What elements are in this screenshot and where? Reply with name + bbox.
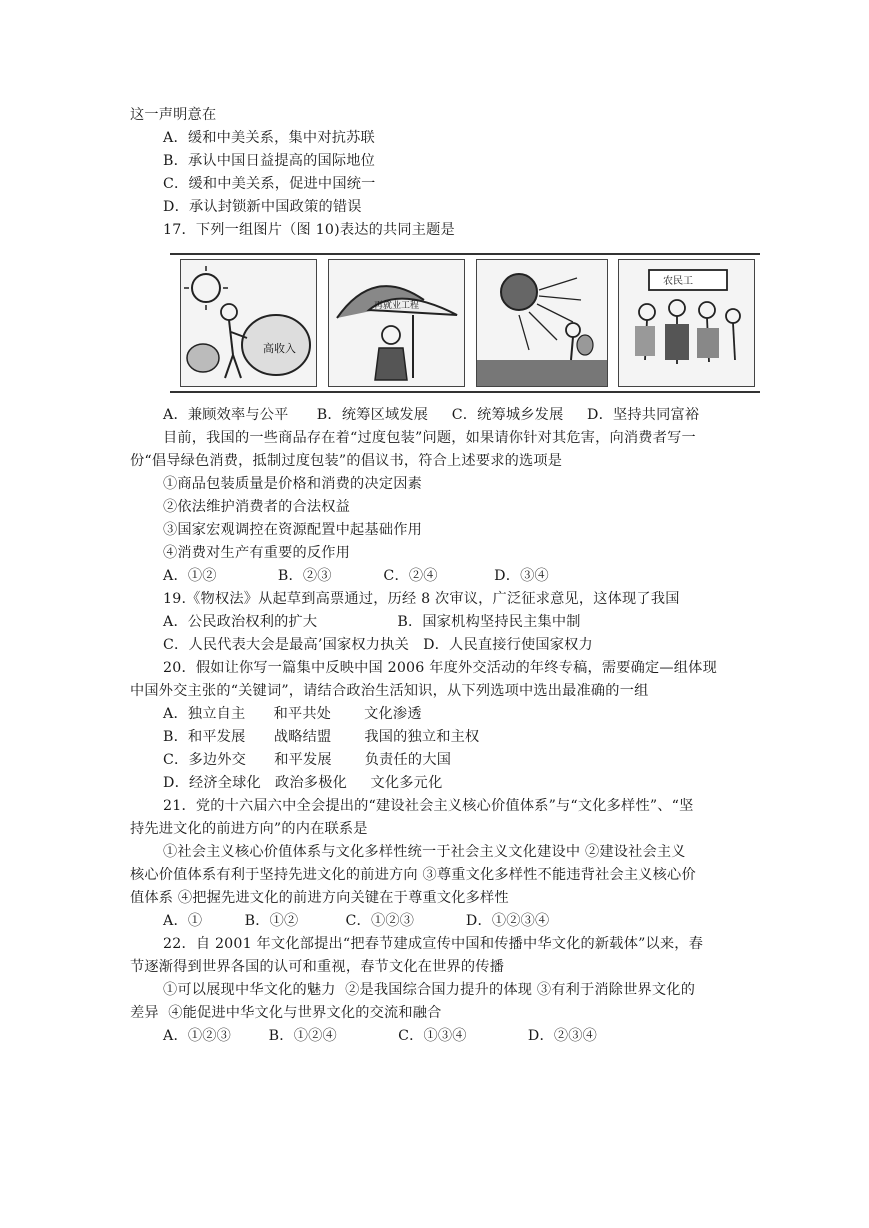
option-a: A．独立自主 和平共处 文化渗透 [163, 706, 422, 722]
cartoon-illustration-icon [477, 260, 607, 386]
text-line: 这一声明意在 [130, 107, 217, 123]
statement-2: ②依法维护消费者的合法权益 [163, 499, 351, 515]
question-21-options: A．① B．①② C．①②③ D．①②③④ [163, 913, 550, 929]
option-a: A．缓和中美关系，集中对抗苏联 [163, 130, 375, 146]
question-21: 持先进文化的前进方向”的内在联系是 [130, 821, 368, 837]
option-b: B．和平发展 战略结盟 我国的独立和主权 [163, 729, 480, 745]
question-22: 节逐渐得到世界各国的认可和重视，春节文化在世界的传播 [130, 959, 505, 975]
question-22: 22．自 2001 年文化部提出“把春节建成宣传中国和传播中华文化的新载体”以来，春 [163, 936, 704, 952]
option-c: C．多边外交 和平发展 负责任的大国 [163, 752, 452, 768]
cartoon-panel-1 [180, 259, 317, 387]
question-21-statements: 值体系 ④把握先进文化的前进方向关键在于尊重文化多样性 [130, 890, 509, 906]
question-18-stem: 目前，我国的一些商品存在着“过度包装”问题，如果请你针对其危害，向消费者写一 [163, 430, 696, 446]
cartoon-panel-3 [476, 259, 608, 387]
question-18-options: A．①② B．②③ C．②④ D．③④ [163, 568, 549, 584]
svg-text:再就业工程: 再就业工程 [374, 301, 420, 311]
question-18-stem: 份“倡导绿色消费，抵制过度包装”的倡议书，符合上述要求的选项是 [130, 453, 563, 469]
cartoon-illustration-icon [329, 260, 464, 386]
cartoon-illustration-icon [619, 260, 754, 386]
question-21: 21．党的十六届六中全会提出的“建设社会主义核心价值体系”与“文化多样性”、“坚 [163, 798, 694, 814]
statement-4: ④消费对生产有重要的反作用 [163, 545, 351, 561]
cartoon-panel-4 [618, 259, 755, 387]
question-19-options-cd: C．人民代表大会是最高’国家权力执关 D．人民直接行使国家权力 [163, 637, 593, 653]
question-17-options: A．兼顾效率与公平 B．统筹区域发展 C．统筹城乡发展 D．坚持共同富裕 [163, 407, 700, 423]
option-c: C．缓和中美关系，促进中国统一 [163, 176, 376, 192]
question-21-statements: 核心价值体系有利于坚持先进文化的前进方向 ③尊重文化多样性不能违背社会主义核心价 [130, 867, 696, 883]
svg-text:高收入: 高收入 [263, 342, 296, 355]
question-22-options: A．①②③ B．①②④ C．①③④ D．②③④ [163, 1028, 598, 1044]
question-21-statements: ①社会主义核心价值体系与文化多样性统一于社会主义文化建设中 ②建设社会主义 [163, 844, 686, 860]
question-19: 19.《物权法》从起草到高票通过，历经 8 次审议，广泛征求意见，这体现了我国 [163, 591, 680, 607]
statement-3: ③国家宏观调控在资源配置中起基础作用 [163, 522, 422, 538]
option-d: D．承认封锁新中国政策的错误 [163, 199, 362, 215]
cartoon-panel-2 [328, 259, 465, 387]
option-b: B．承认中国日益提高的国际地位 [163, 153, 376, 169]
svg-text:农民工: 农民工 [663, 276, 693, 287]
question-22-statements: 差异 ④能促进中华文化与世界文化的交流和融合 [130, 1005, 442, 1021]
statement-1: ①商品包装质量是价格和消费的决定因素 [163, 476, 422, 492]
figure-10-cartoons [170, 253, 760, 393]
cartoon-illustration-icon [181, 260, 316, 386]
question-20: 中国外交主张的“关键词”，请结合政治生活知识，从下列选项中选出最准确的一组 [130, 683, 649, 699]
option-d: D．经济全球化 政治多极化 文化多元化 [163, 775, 443, 791]
question-17: 17．下列一组图片（图 10)表达的共同主题是 [163, 222, 455, 238]
question-22-statements: ①可以展现中华文化的魅力 ②是我国综合国力提升的体现 ③有利于消除世界文化的 [163, 982, 696, 998]
question-20: 20．假如让你写一篇集中反映中国 2006 年度外交活动的年终专稿，需要确定—组体现 [163, 660, 717, 676]
question-19-options-ab: A．公民政治权利的扩大 B．国家机构坚持民主集中制 [163, 614, 581, 630]
